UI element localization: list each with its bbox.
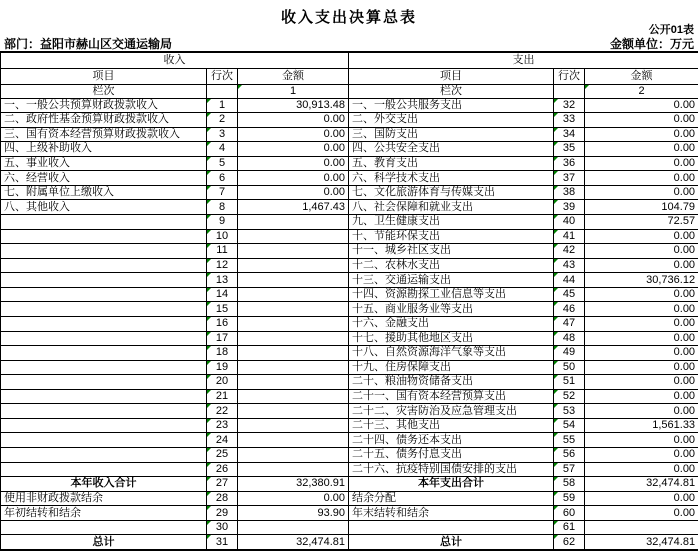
expense-amount: 72.57 xyxy=(585,215,698,230)
income-item xyxy=(1,346,207,361)
expense-amount: 0.00 xyxy=(585,506,698,521)
expense-item: 十五、商业服务业等支出 xyxy=(349,302,554,317)
expense-amount: 0.00 xyxy=(585,433,698,448)
expense-line-no: 52 xyxy=(554,389,585,404)
income-item: 二、政府性基金预算财政拨款收入 xyxy=(1,113,207,128)
income-line-no: 21 xyxy=(207,389,238,404)
income-line-no: 19 xyxy=(207,360,238,375)
income-item: 三、国有资本经营预算财政拨款收入 xyxy=(1,127,207,142)
expense-amount: 0.00 xyxy=(585,98,698,113)
table-row xyxy=(1,520,698,535)
income-item xyxy=(1,360,207,375)
expense-item: 十一、城乡社区支出 xyxy=(349,244,554,259)
expense-amount: 0.00 xyxy=(585,448,698,463)
expense-item xyxy=(349,520,554,535)
expense-amount: 0.00 xyxy=(585,287,698,302)
income-amount xyxy=(238,273,349,288)
income-item: 五、事业收入 xyxy=(1,156,207,171)
expense-col-item: 项目 xyxy=(349,68,554,84)
expense-line-no: 34 xyxy=(554,127,585,142)
expense-col-number: 2 xyxy=(585,84,698,98)
table-row xyxy=(1,506,698,521)
income-item xyxy=(1,273,207,288)
expense-amount: 0.00 xyxy=(585,229,698,244)
expense-col-amount: 金额 xyxy=(585,68,698,84)
table-row xyxy=(1,418,698,433)
expense-amount: 0.00 xyxy=(585,316,698,331)
income-item: 使用非财政拨款结余 xyxy=(1,491,207,506)
income-item xyxy=(1,433,207,448)
expense-item: 六、科学技术支出 xyxy=(349,171,554,186)
expense-lanci-line xyxy=(554,84,585,98)
expense-item: 十九、住房保障支出 xyxy=(349,360,554,375)
expense-line-no: 36 xyxy=(554,156,585,171)
income-lanci-line xyxy=(207,84,238,98)
expense-line-no: 43 xyxy=(554,258,585,273)
income-amount xyxy=(238,418,349,433)
income-amount: 93.90 xyxy=(238,506,349,521)
expense-amount: 30,736.12 xyxy=(585,273,698,288)
table-row xyxy=(1,142,698,157)
income-line-no: 10 xyxy=(207,229,238,244)
table-row xyxy=(1,98,698,113)
expense-lanci-label: 栏次 xyxy=(349,84,554,98)
income-line-no: 18 xyxy=(207,346,238,361)
table-row xyxy=(1,346,698,361)
expense-amount: 0.00 xyxy=(585,171,698,186)
income-amount xyxy=(238,404,349,419)
expense-line-no: 39 xyxy=(554,200,585,215)
expense-amount: 0.00 xyxy=(585,113,698,128)
income-amount xyxy=(238,433,349,448)
income-line-no: 14 xyxy=(207,287,238,302)
income-amount: 32,380.91 xyxy=(238,477,349,492)
income-col-number: 1 xyxy=(238,84,349,98)
table-row xyxy=(1,360,698,375)
income-amount xyxy=(238,520,349,535)
expense-line-no: 51 xyxy=(554,375,585,390)
expense-amount: 0.00 xyxy=(585,302,698,317)
income-line-no: 7 xyxy=(207,185,238,200)
income-amount xyxy=(238,244,349,259)
income-item xyxy=(1,331,207,346)
income-item: 六、经营收入 xyxy=(1,171,207,186)
income-amount xyxy=(238,316,349,331)
expense-amount xyxy=(585,520,698,535)
expense-item: 四、公共安全支出 xyxy=(349,142,554,157)
expense-line-no: 42 xyxy=(554,244,585,259)
table-row xyxy=(1,171,698,186)
income-item xyxy=(1,375,207,390)
income-item xyxy=(1,244,207,259)
table-row xyxy=(1,229,698,244)
expense-amount: 0.00 xyxy=(585,156,698,171)
income-amount: 0.00 xyxy=(238,171,349,186)
income-line-no: 22 xyxy=(207,404,238,419)
table-row xyxy=(1,185,698,200)
income-line-no: 15 xyxy=(207,302,238,317)
table-row xyxy=(1,404,698,419)
table-row xyxy=(1,433,698,448)
table-row xyxy=(1,491,698,506)
expense-amount: 0.00 xyxy=(585,404,698,419)
expense-amount: 0.00 xyxy=(585,258,698,273)
income-line-no: 17 xyxy=(207,331,238,346)
expense-line-no: 62 xyxy=(554,535,585,550)
income-item: 七、附属单位上缴收入 xyxy=(1,185,207,200)
expense-col-line: 行次 xyxy=(554,68,585,84)
income-amount xyxy=(238,302,349,317)
income-line-no: 30 xyxy=(207,520,238,535)
income-line-no: 31 xyxy=(207,535,238,550)
table-row xyxy=(1,331,698,346)
table-row xyxy=(1,302,698,317)
income-item: 年初结转和结余 xyxy=(1,506,207,521)
income-line-no: 3 xyxy=(207,127,238,142)
expense-amount: 0.00 xyxy=(585,389,698,404)
expense-item: 八、社会保障和就业支出 xyxy=(349,200,554,215)
income-line-no: 24 xyxy=(207,433,238,448)
income-lanci-label: 栏次 xyxy=(1,84,207,98)
income-amount: 30,913.48 xyxy=(238,98,349,113)
expense-amount: 0.00 xyxy=(585,142,698,157)
income-item xyxy=(1,258,207,273)
expense-item: 一、一般公共服务支出 xyxy=(349,98,554,113)
expense-line-no: 37 xyxy=(554,171,585,186)
unit-label: 金额单位：万元 xyxy=(609,37,694,51)
expense-amount: 0.00 xyxy=(585,244,698,259)
expense-amount: 104.79 xyxy=(585,200,698,215)
income-amount xyxy=(238,215,349,230)
expense-line-no: 47 xyxy=(554,316,585,331)
income-amount xyxy=(238,229,349,244)
income-amount: 32,474.81 xyxy=(238,535,349,550)
income-amount: 1,467.43 xyxy=(238,200,349,215)
income-line-no: 29 xyxy=(207,506,238,521)
expense-line-no: 41 xyxy=(554,229,585,244)
income-item xyxy=(1,389,207,404)
income-item: 四、上级补助收入 xyxy=(1,142,207,157)
expense-line-no: 40 xyxy=(554,215,585,230)
expense-line-no: 44 xyxy=(554,273,585,288)
expense-item: 十三、交通运输支出 xyxy=(349,273,554,288)
expense-item: 二、外交支出 xyxy=(349,113,554,128)
income-col-amount: 金额 xyxy=(238,68,349,84)
income-item: 总计 xyxy=(1,535,207,550)
income-line-no: 20 xyxy=(207,375,238,390)
expense-line-no: 59 xyxy=(554,491,585,506)
income-amount: 0.00 xyxy=(238,156,349,171)
meta-row xyxy=(0,37,698,51)
table-row xyxy=(1,244,698,259)
expense-section-header: 支出 xyxy=(349,52,698,68)
expense-item: 本年支出合计 xyxy=(349,477,554,492)
table-body xyxy=(1,52,698,550)
expense-item: 二十、粮油物资储备支出 xyxy=(349,375,554,390)
expense-line-no: 61 xyxy=(554,520,585,535)
income-amount xyxy=(238,346,349,361)
expense-item: 十、节能环保支出 xyxy=(349,229,554,244)
income-amount: 0.00 xyxy=(238,113,349,128)
income-amount xyxy=(238,462,349,477)
income-item xyxy=(1,462,207,477)
table-row xyxy=(1,462,698,477)
expense-line-no: 33 xyxy=(554,113,585,128)
income-amount xyxy=(238,287,349,302)
expense-line-no: 54 xyxy=(554,418,585,433)
expense-line-no: 56 xyxy=(554,448,585,463)
section-header-row xyxy=(1,52,698,68)
income-item xyxy=(1,316,207,331)
income-amount: 0.00 xyxy=(238,185,349,200)
income-amount: 0.00 xyxy=(238,491,349,506)
table-row xyxy=(1,200,698,215)
income-amount xyxy=(238,360,349,375)
income-item xyxy=(1,287,207,302)
expense-line-no: 57 xyxy=(554,462,585,477)
income-item xyxy=(1,302,207,317)
accounts-table xyxy=(0,51,698,551)
income-item xyxy=(1,229,207,244)
income-line-no: 8 xyxy=(207,200,238,215)
expense-line-no: 50 xyxy=(554,360,585,375)
expense-line-no: 46 xyxy=(554,302,585,317)
income-line-no: 26 xyxy=(207,462,238,477)
income-line-no: 16 xyxy=(207,316,238,331)
income-line-no: 25 xyxy=(207,448,238,463)
income-line-no: 23 xyxy=(207,418,238,433)
income-amount: 0.00 xyxy=(238,142,349,157)
income-col-item: 项目 xyxy=(1,68,207,84)
income-amount xyxy=(238,389,349,404)
expense-item: 十二、农林水支出 xyxy=(349,258,554,273)
expense-item: 七、文化旅游体育与传媒支出 xyxy=(349,185,554,200)
expense-item: 二十六、抗疫特别国债安排的支出 xyxy=(349,462,554,477)
expense-item: 九、卫生健康支出 xyxy=(349,215,554,230)
expense-amount: 1,561.33 xyxy=(585,418,698,433)
expense-line-no: 49 xyxy=(554,346,585,361)
expense-item: 二十四、债务还本支出 xyxy=(349,433,554,448)
table-row xyxy=(1,215,698,230)
income-line-no: 28 xyxy=(207,491,238,506)
expense-item: 五、教育支出 xyxy=(349,156,554,171)
expense-amount: 0.00 xyxy=(585,331,698,346)
income-item xyxy=(1,418,207,433)
table-row xyxy=(1,448,698,463)
table-row xyxy=(1,316,698,331)
expense-line-no: 38 xyxy=(554,185,585,200)
table-row xyxy=(1,477,698,492)
income-line-no: 11 xyxy=(207,244,238,259)
expense-item: 总计 xyxy=(349,535,554,550)
expense-amount: 0.00 xyxy=(585,185,698,200)
table-row xyxy=(1,273,698,288)
expense-line-no: 53 xyxy=(554,404,585,419)
expense-item: 年末结转和结余 xyxy=(349,506,554,521)
table-row xyxy=(1,156,698,171)
table-row xyxy=(1,258,698,273)
income-line-no: 27 xyxy=(207,477,238,492)
income-line-no: 6 xyxy=(207,171,238,186)
expense-item: 十四、资源勘探工业信息等支出 xyxy=(349,287,554,302)
table-row xyxy=(1,375,698,390)
expense-item: 二十三、其他支出 xyxy=(349,418,554,433)
expense-item: 二十二、灾害防治及应急管理支出 xyxy=(349,404,554,419)
income-line-no: 13 xyxy=(207,273,238,288)
income-amount: 0.00 xyxy=(238,127,349,142)
expense-line-no: 48 xyxy=(554,331,585,346)
income-line-no: 4 xyxy=(207,142,238,157)
income-amount xyxy=(238,258,349,273)
income-col-line: 行次 xyxy=(207,68,238,84)
expense-item: 十七、援助其他地区支出 xyxy=(349,331,554,346)
income-amount xyxy=(238,331,349,346)
expense-item: 结余分配 xyxy=(349,491,554,506)
income-item: 本年收入合计 xyxy=(1,477,207,492)
expense-line-no: 60 xyxy=(554,506,585,521)
expense-line-no: 32 xyxy=(554,98,585,113)
income-section-header: 收入 xyxy=(1,52,349,68)
income-amount xyxy=(238,448,349,463)
expense-item: 二十一、国有资本经营预算支出 xyxy=(349,389,554,404)
income-line-no: 9 xyxy=(207,215,238,230)
expense-line-no: 45 xyxy=(554,287,585,302)
expense-item: 二十五、债务付息支出 xyxy=(349,448,554,463)
table-row xyxy=(1,287,698,302)
expense-amount: 32,474.81 xyxy=(585,535,698,550)
income-amount xyxy=(238,375,349,390)
column-header-row xyxy=(1,68,698,84)
income-line-no: 1 xyxy=(207,98,238,113)
expense-amount: 0.00 xyxy=(585,346,698,361)
expense-amount: 0.00 xyxy=(585,375,698,390)
income-item xyxy=(1,520,207,535)
expense-amount: 0.00 xyxy=(585,360,698,375)
income-line-no: 5 xyxy=(207,156,238,171)
income-item xyxy=(1,215,207,230)
expense-amount: 32,474.81 xyxy=(585,477,698,492)
expense-amount: 0.00 xyxy=(585,491,698,506)
income-item: 一、一般公共预算财政拨款收入 xyxy=(1,98,207,113)
expense-amount: 0.00 xyxy=(585,127,698,142)
income-item: 八、其他收入 xyxy=(1,200,207,215)
table-code: 公开01表 xyxy=(648,24,694,36)
expense-item: 十八、自然资源海洋气象等支出 xyxy=(349,346,554,361)
column-index-row xyxy=(1,84,698,98)
expense-item: 十六、金融支出 xyxy=(349,316,554,331)
expense-line-no: 55 xyxy=(554,433,585,448)
expense-line-no: 58 xyxy=(554,477,585,492)
table-row xyxy=(1,535,698,550)
expense-amount: 0.00 xyxy=(585,462,698,477)
table-row xyxy=(1,113,698,128)
income-line-no: 2 xyxy=(207,113,238,128)
income-item xyxy=(1,448,207,463)
income-item xyxy=(1,404,207,419)
department-label: 部门：益阳市赫山区交通运输局 xyxy=(4,37,173,51)
table-row xyxy=(1,389,698,404)
income-line-no: 12 xyxy=(207,258,238,273)
expense-line-no: 35 xyxy=(554,142,585,157)
table-row xyxy=(1,127,698,142)
expense-item: 三、国防支出 xyxy=(349,127,554,142)
page-title: 收入支出决算总表 xyxy=(280,9,417,26)
